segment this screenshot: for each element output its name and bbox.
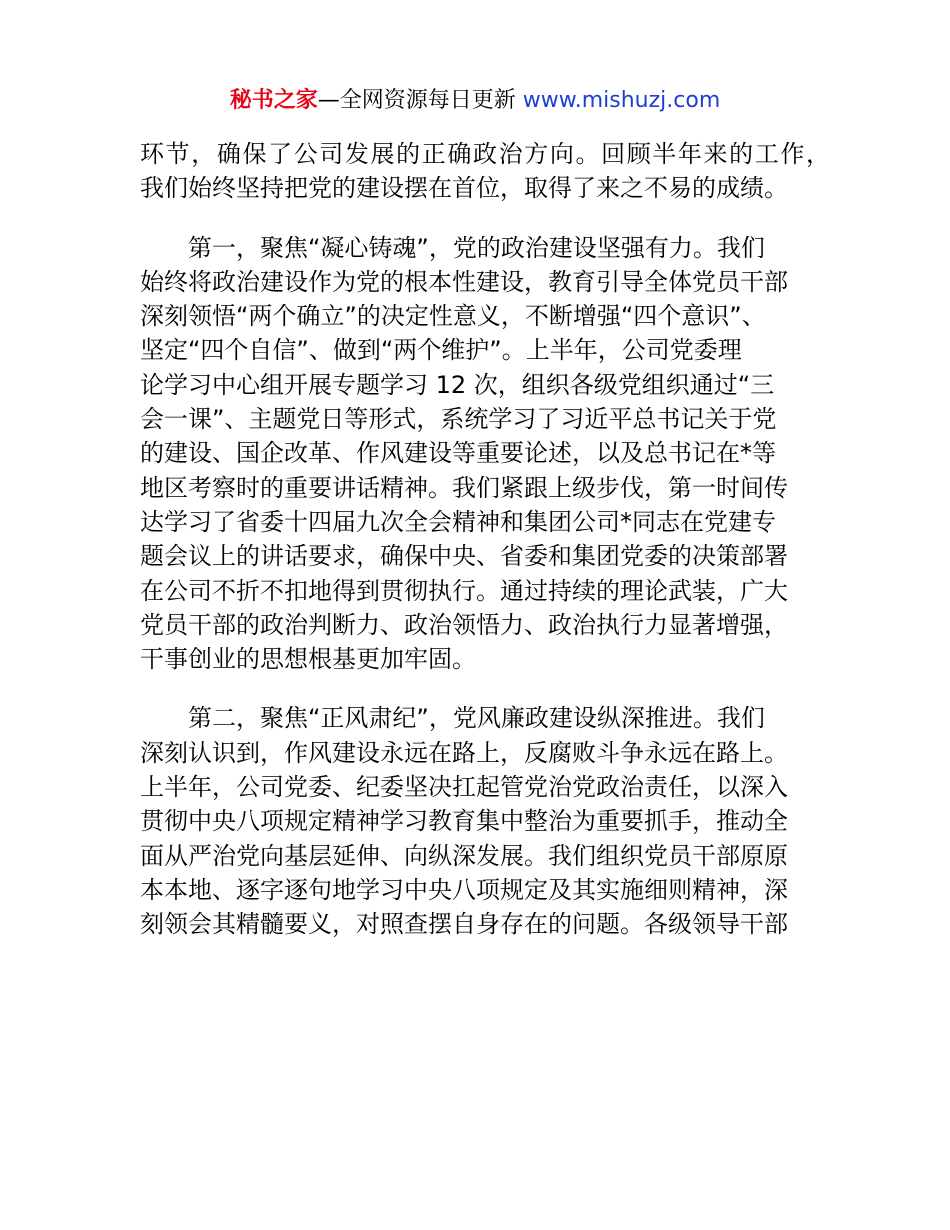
text-line: 本本地、逐字逐句地学习中央八项规定及其实施细则精神，深	[140, 875, 788, 904]
text-line: 面从严治党向基层延伸、向纵深发展。我们组织党员干部原原	[140, 841, 788, 870]
text-line: 贯彻中央八项规定精神学习教育集中整治为重要抓手，推动全	[140, 807, 788, 836]
text-line: 党员干部的政治判断力、政治领悟力、政治执行力显著增强，	[140, 610, 788, 639]
text-line: 在公司不折不扣地得到贯彻执行。通过持续的理论武装，广大	[140, 576, 788, 605]
text-line: 我们始终坚持把党的建设摆在首位，取得了来之不易的成绩。	[140, 174, 788, 203]
text-line: 干事创业的思想根基更加牢固。	[140, 645, 476, 674]
text-line: 的建设、国企改革、作风建设等重要论述，以及总书记在*等	[140, 439, 776, 468]
paragraph-second-point	[140, 701, 830, 941]
paragraph-continuation	[140, 137, 830, 206]
text-line: 地区考察时的重要讲话精神。我们紧跟上级步伐，第一时间传	[140, 473, 788, 502]
header-tagline: —全网资源每日更新	[317, 88, 516, 113]
text-line: 第二，聚焦“正风肃纪”，党风廉政建设纵深推进。我们	[188, 704, 765, 733]
text-line: 达学习了省委十四届九次全会精神和集团公司*同志在党建专	[140, 507, 776, 536]
text-line: 第一，聚焦“凝心铸魂”，党的政治建设坚强有力。我们	[188, 233, 765, 262]
site-url-link[interactable]: www.mishuzj.com	[522, 88, 721, 113]
brand-name: 秘书之家	[229, 88, 318, 113]
document-body	[140, 137, 830, 942]
text-line: 深刻领悟“两个确立”的决定性意义，不断增强“四个意识”、	[140, 302, 766, 331]
text-line: 上半年，公司党委、纪委坚决扛起管党治党政治责任，以深入	[140, 773, 788, 802]
text-line: 深刻认识到，作风建设永远在路上，反腐败斗争永远在路上。	[140, 738, 788, 767]
paragraph-first-point	[140, 231, 830, 677]
site-header	[0, 86, 950, 116]
text-line: 始终将政治建设作为党的根本性建设，教育引导全体党员干部	[140, 267, 788, 296]
text-line: 坚定“四个自信”、做到“两个维护”。上半年，公司党委理	[140, 336, 742, 365]
text-line: 题会议上的讲话要求，确保中央、省委和集团党委的决策部署	[140, 542, 788, 571]
text-line: 环节，确保了公司发展的正确政治方向。回顾半年来的工作，	[140, 140, 830, 168]
text-line: 论学习中心组开展专题学习 12 次，组织各级党组织通过“三	[140, 370, 775, 399]
text-line: 会一课”、主题党日等形式，系统学习了习近平总书记关于党	[140, 405, 777, 434]
text-line: 刻领会其精髓要义，对照查摆自身存在的问题。各级领导干部	[140, 910, 788, 939]
